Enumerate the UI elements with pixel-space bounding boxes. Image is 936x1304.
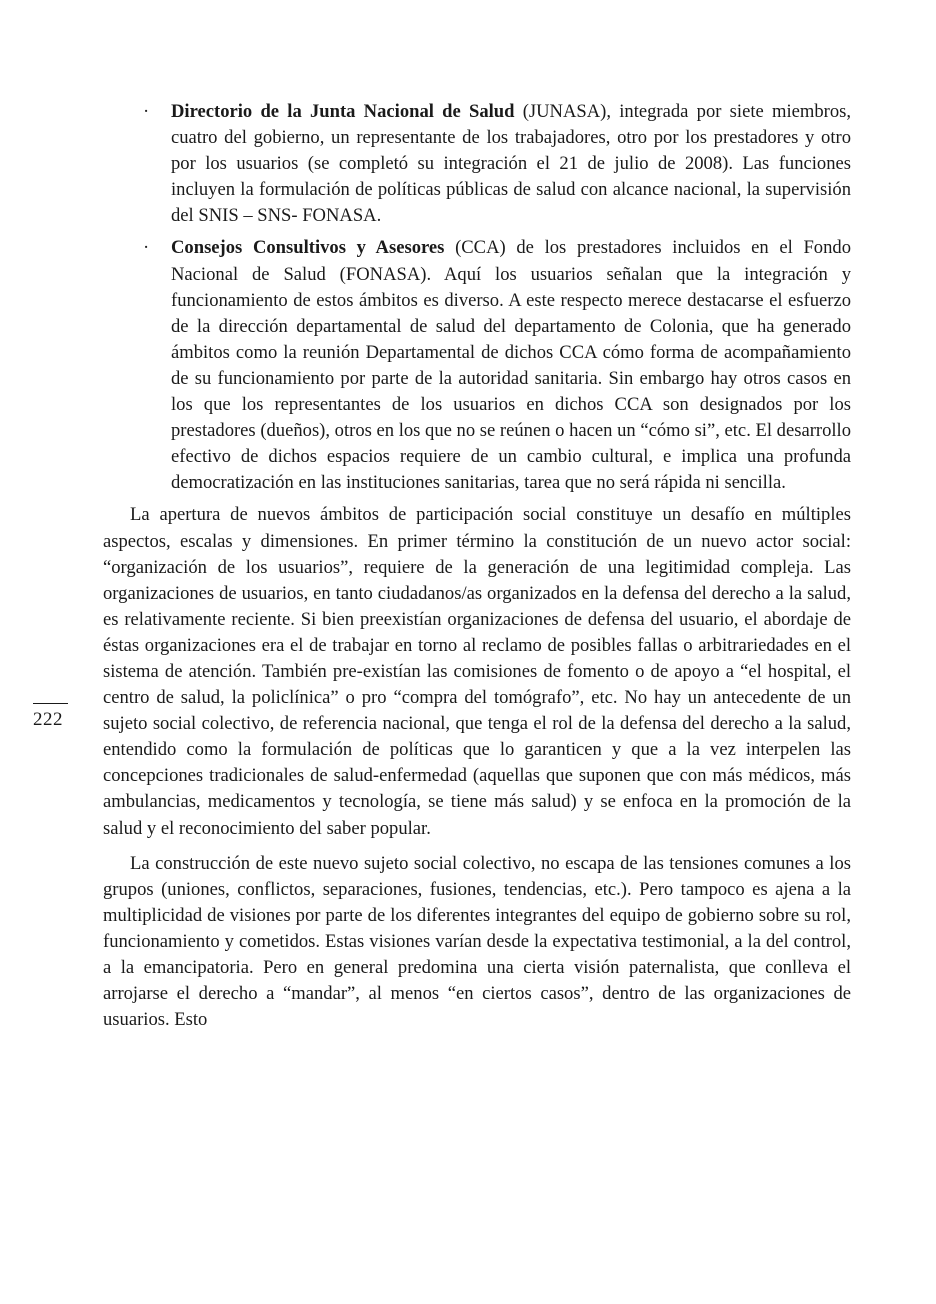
bullet-text: (CCA) de los prestadores incluidos en el Fondo Nacional de Salud (FONASA). Aquí los usuarios señalan que la integración y funcionamiento de estos ámbitos es diverso. A este respecto merece destacarse el esfuerzo de la dirección departamental de salud del departamento de Colonia, que ha generado ámbitos como la reunión Departamental de dichos CCA cómo forma de acompañamiento de su funcionamiento por parte de la autoridad sanitaria. Sin embargo hay otros casos en los que los representantes de los usuarios en dichos CCA son designados por los prestadores (dueños), otros en los que no se reúnen o hacen un “cómo si”, etc. El desarrollo efectivo de dichos espacios requiere de un cambio cultural, e implica una profunda democratización en las instituciones sanitarias, tarea que no será rápida ni sencilla. — [171, 237, 852, 494]
bullet-dot-icon: · — [143, 237, 150, 259]
body-paragraph: La construcción de este nuevo sujeto social colectivo, no escapa de las tensiones comunes a los grupos (uniones, conflictos, separaciones, fusiones, tendencias, etc.). Pero tampoco es ajena a la multiplicidad de visiones por parte de los diferentes integrantes del equipo de gobierno sobre su rol, funcionamiento y cometidos. Estas visiones varían desde la expectativa testimonial, a la del control, a la emancipatoria. Pero en general predomina una cierta visión paternalista, que conlleva el arrojarse el derecho a “mandar”, al menos “en ciertos casos”, dentro de las organizaciones de usuarios. Esto — [103, 852, 851, 1031]
bullet-item-cca — [103, 235, 851, 496]
bullet-text: (JUNASA), integrada por siete miembros, cuatro del gobierno, un representante de los trabajadores, otro por los prestadores y otro por los usuarios (se completó su integración el 21 de julio de 2008). Las funciones incluyen la formulación de políticas públicas de salud con alcance nacional, la supervisión del SNIS – SNS- FONASA. — [171, 101, 851, 227]
bullet-heading: Directorio de la Junta Nacional de Salud — [171, 101, 515, 122]
page-number-rule — [33, 703, 68, 704]
bullet-list — [103, 99, 851, 496]
bullet-heading: Consejos Consultivos y Asesores — [171, 237, 445, 259]
page-number: 222 — [33, 709, 63, 730]
bullet-dot-icon: · — [143, 101, 150, 122]
bullet-paragraph — [171, 99, 851, 229]
body-text — [103, 99, 851, 1042]
body-paragraph: La apertura de nuevos ámbitos de participación social constituye un desafío en múltiples aspectos, escalas y dimensiones. En primer término la constitución de un nuevo actor social: “organización de los usuarios”, requiere de la generación de una legitimidad compleja. Las organizaciones de usuarios, en tanto ciudadanos/as organizados en la defensa del derecho a la salud, es relativamente reciente. Si bien preexistían organizaciones de defensa del usuario, el abordaje de éstas organizaciones era el de trabajar en torno al reclamo de posibles fallas o arbitrariedades en el sistema de atención. También pre-existían las comisiones de fomento o de apoyo a “el hospital, el centro de salud, la policlínica” o pro “compra del tomógrafo”, etc. No hay un antecedente de un sujeto social colectivo, de referencia nacional, que tenga el rol de la defensa del derecho a la salud, entendido como la formulación de políticas que lo garanticen y que a la vez interpelen las concepciones tradicionales de salud-enfermedad (aquellas que suponen que con más médicos, más ambulancias, medicamentos y tecnología, se tiene más salud) y se enfoca en la promoción de la salud y el reconocimiento del saber popular. — [103, 504, 851, 839]
bullet-paragraph — [171, 235, 851, 496]
bullet-item-junasa — [103, 99, 851, 229]
